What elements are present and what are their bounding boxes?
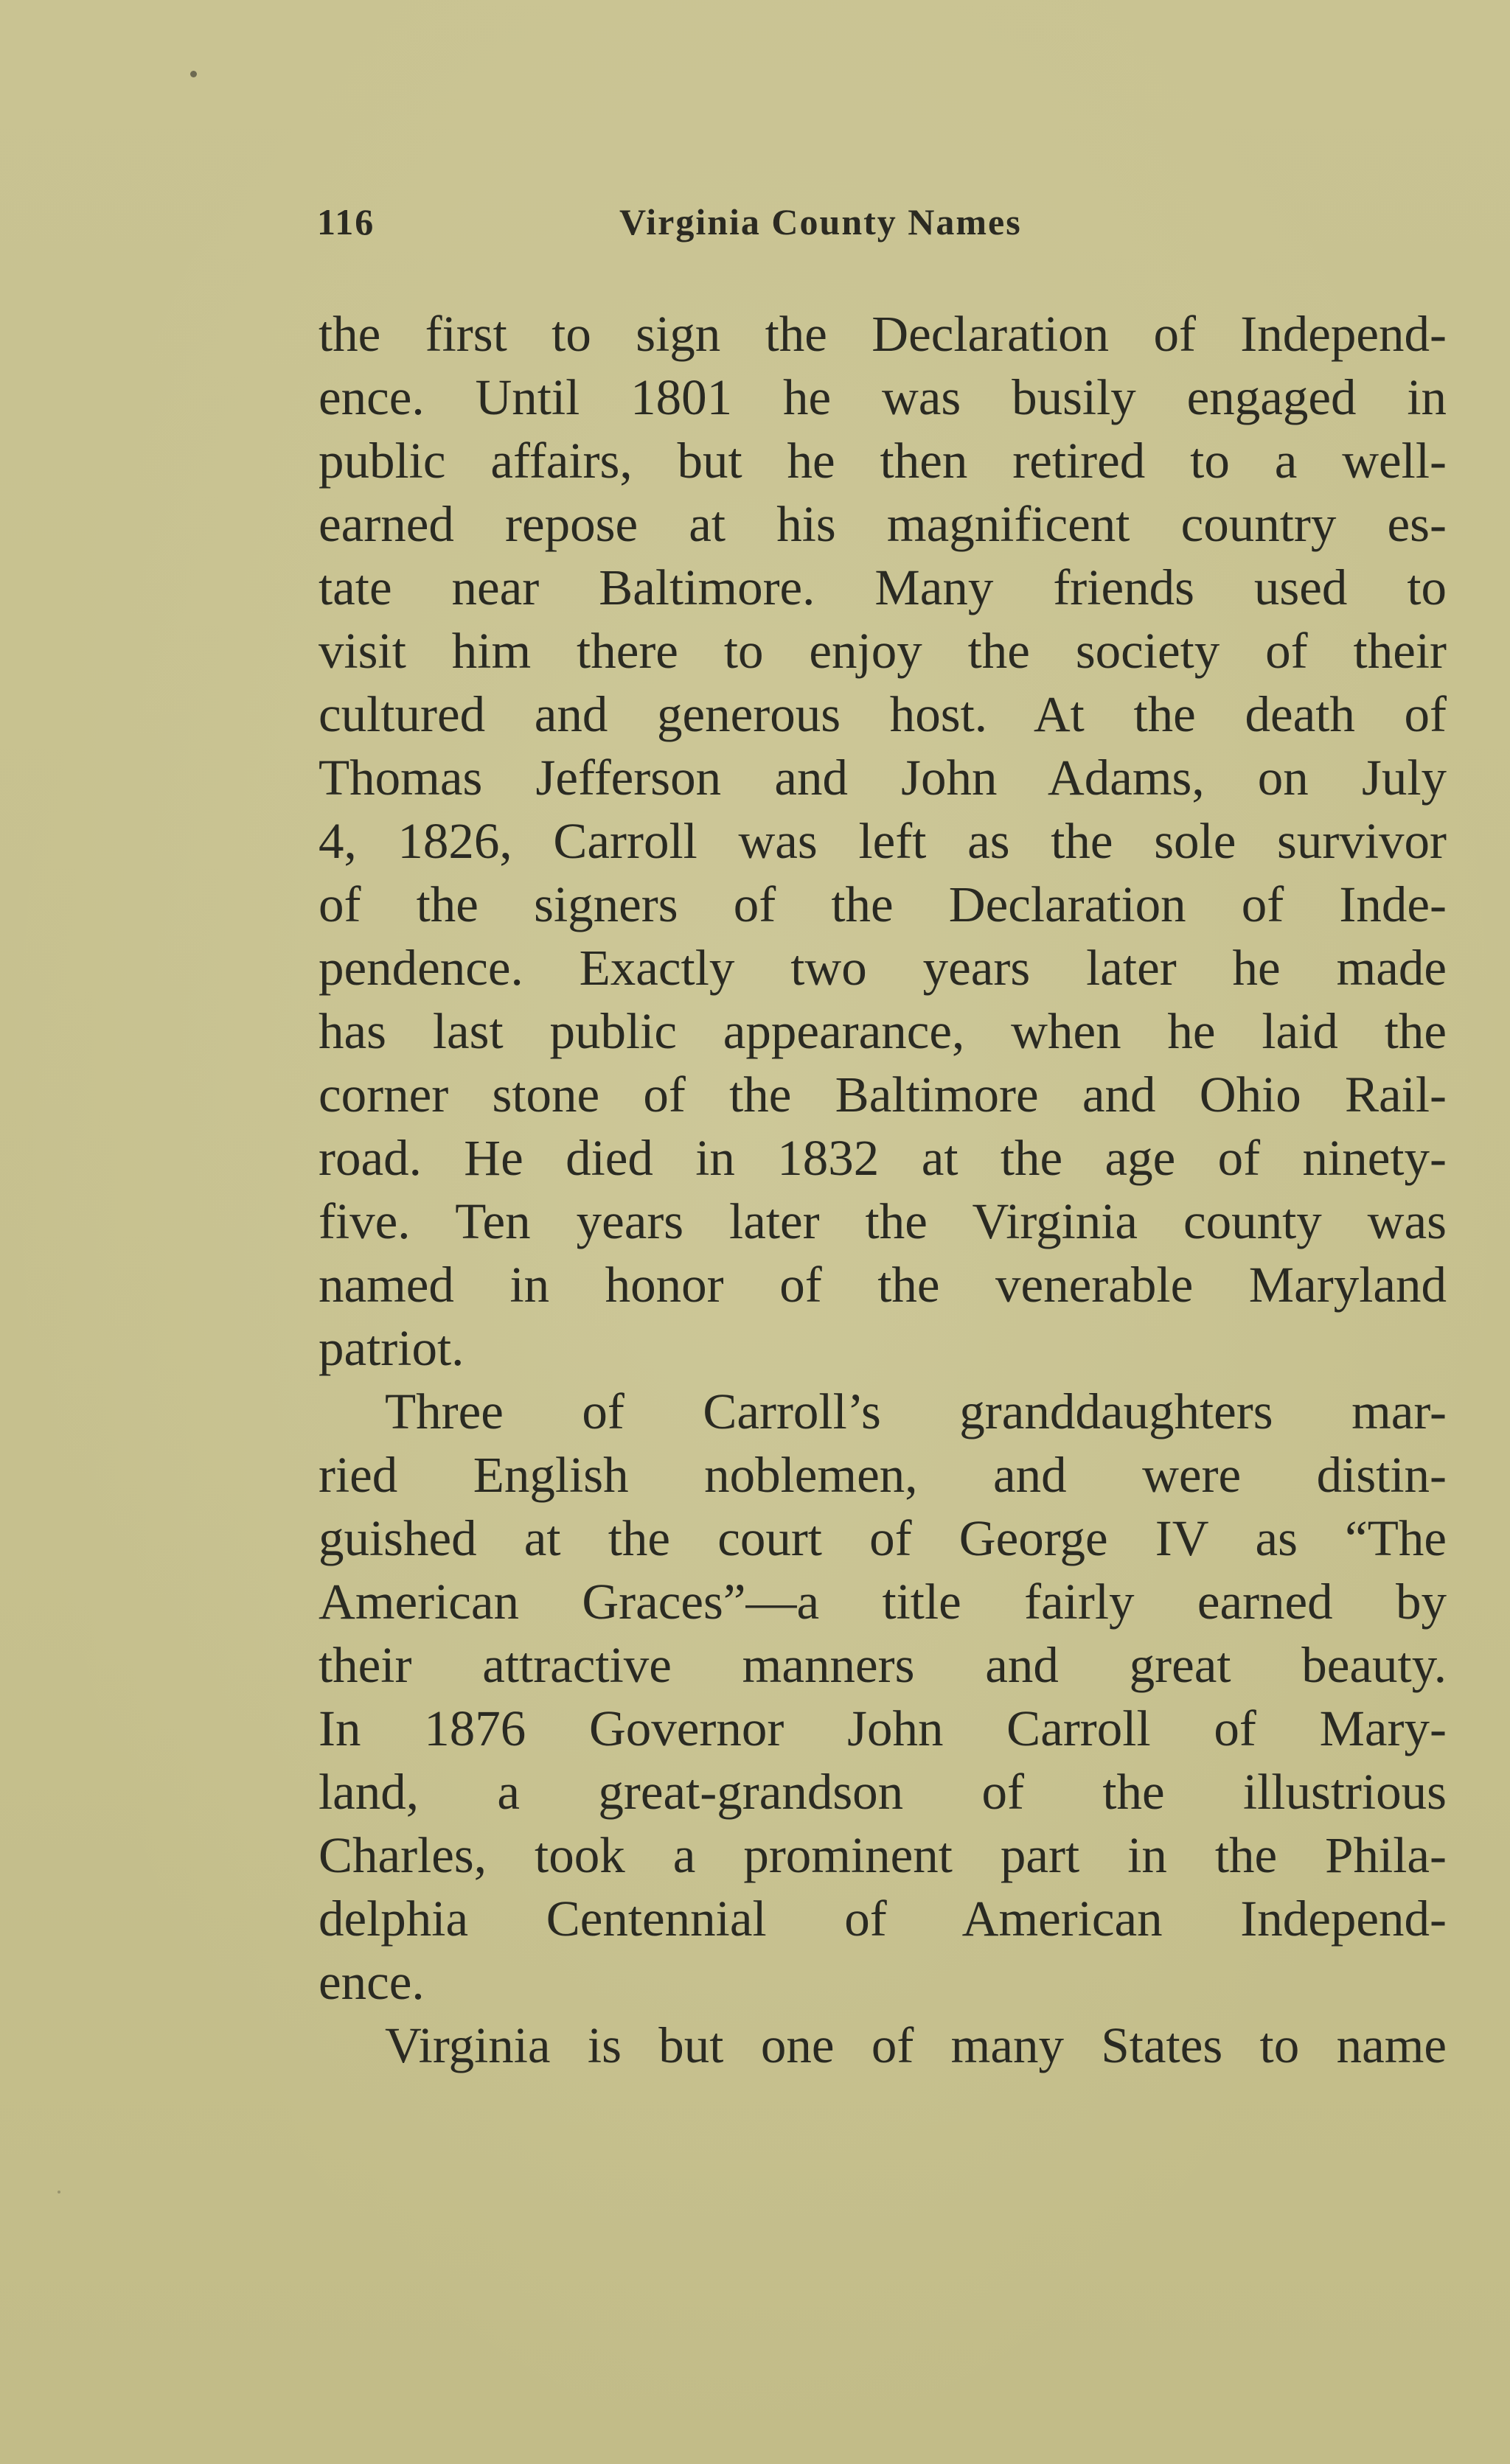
text-line: has last public appearance, when he laid the [319,1003,1447,1059]
text-line: land, a great-grandson of the illustrious [319,1764,1447,1820]
text-line: In 1876 Governor John Carroll of Mary- [319,1700,1447,1756]
text-line: of the signers of the Declaration of Inde- [319,876,1447,932]
text-line: patriot. [319,1320,465,1376]
text-line: public affairs, but he then retired to a well- [319,433,1447,489]
text-line: pendence. Exactly two years later he made [319,940,1447,996]
text-line: visit him there to enjoy the society of their [319,623,1447,679]
page-number: 116 [317,201,375,242]
body-text [319,302,1447,2077]
text-line: Thomas Jefferson and John Adams, on July [319,750,1447,806]
text-line: ried English noblemen, and were distin- [319,1447,1447,1503]
text-line: Virginia is but one of many States to name [385,2017,1447,2073]
text-line: the first to sign the Declaration of Independ- [319,306,1447,362]
text-line: Charles, took a prominent part in the Phila- [319,1827,1447,1883]
text-line: road. He died in 1832 at the age of ninety- [319,1130,1447,1186]
text-line: tate near Baltimore. Many friends used to [319,559,1447,615]
text-line: American Graces”—a title fairly earned by [319,1574,1447,1630]
text-line: their attractive manners and great beauty. [319,1637,1447,1693]
scan-speck [190,71,197,77]
text-line: earned repose at his magnificent country es- [319,496,1447,552]
text-line: corner stone of the Baltimore and Ohio Rail- [319,1067,1447,1123]
running-head: Virginia County Names [619,201,1022,242]
text-line: five. Ten years later the Virginia county was [319,1193,1447,1249]
text-line: guished at the court of George IV as “The [319,1510,1447,1566]
text-line: ence. [319,1954,425,2010]
text-line: 4, 1826, Carroll was left as the sole survivor [319,813,1447,869]
page-header [317,200,1143,252]
scan-speck [58,2191,60,2193]
text-line: Three of Carroll’s granddaughters mar- [385,1383,1447,1439]
text-line: ence. Until 1801 he was busily engaged in [319,369,1447,425]
text-line: delphia Centennial of American Independ- [319,1891,1447,1947]
text-line: named in honor of the venerable Maryland [319,1257,1447,1313]
text-line: cultured and generous host. At the death of [319,686,1447,742]
